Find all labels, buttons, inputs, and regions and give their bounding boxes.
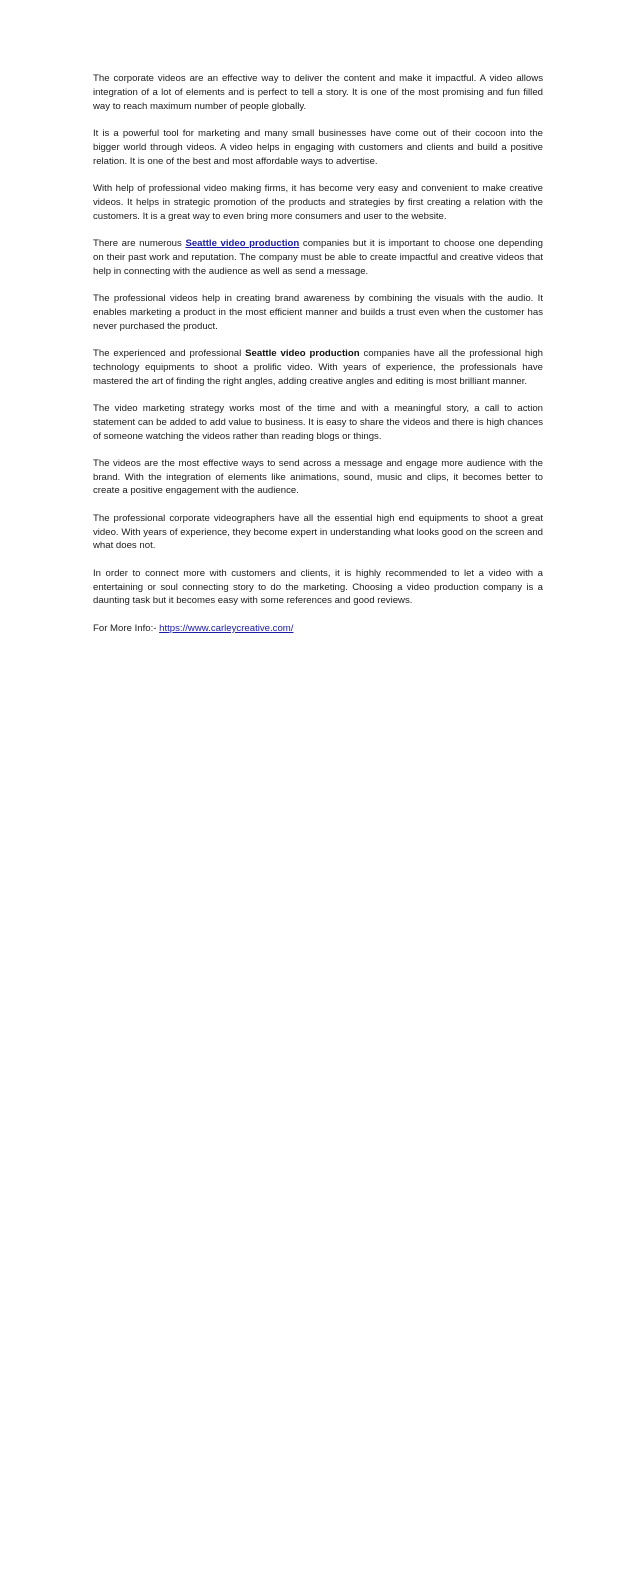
seattle-video-production-link[interactable]: Seattle video production	[185, 237, 300, 249]
paragraph-4-text-before: There are numerous	[93, 237, 186, 249]
paragraph-6	[93, 347, 543, 388]
more-info-line	[93, 622, 543, 636]
paragraph-2: It is a powerful tool for marketing and many small businesses have come out of their cocoon into the bigger world through videos. A video helps in engaging with customers and clients and build a positive relation. It is one of the best and most affordable ways to advertise.	[93, 127, 543, 167]
paragraph-10: In order to connect more with customers and clients, it is highly recommended to let a video with a entertaining or soul connecting story to do the marketing. Choosing a video production company is a daunting task but it becomes easy with some references and good reviews.	[93, 567, 543, 607]
paragraph-6-text-after: companies have all the professional high technology equipments to shoot a prolific video. With years of experience, the professionals have mastered the art of finding the right angles, adding creative angles and editing is most brilliant manner.	[93, 347, 543, 387]
website-link[interactable]: https://www.carleycreative.com/	[159, 622, 294, 634]
paragraph-7: The video marketing strategy works most of the time and with a meaningful story, a call to action statement can be added to add value to business. It is easy to share the videos and there is high chances of someone watching the videos rather than reading blogs or things.	[93, 402, 543, 442]
document-body	[93, 72, 543, 649]
paragraph-5: The professional videos help in creating brand awareness by combining the visuals with the audio. It enables marketing a product in the most efficient manner and builds a trust even when the customer has never purchased the product.	[93, 292, 543, 332]
paragraph-3: With help of professional video making firms, it has become very easy and convenient to make creative videos. It helps in strategic promotion of the products and strategies by first creating a relation with the customers. It is a great way to even bring more consumers and user to the website.	[93, 182, 543, 222]
paragraph-9: The professional corporate videographers have all the essential high end equipments to shoot a great video. With years of experience, they become expert in understanding what looks good on the screen and what does not.	[93, 512, 543, 552]
paragraph-1: The corporate videos are an effective way to deliver the content and make it impactful. A video allows integration of a lot of elements and is perfect to tell a story. It is one of the most promising and fun filled way to reach maximum number of people globally.	[93, 73, 543, 112]
seattle-video-production-bold: Seattle video production	[245, 347, 360, 359]
paragraph-8: The videos are the most effective ways to send across a message and engage more audience with the brand. With the integration of elements like animations, sound, music and clips, it becomes better to create a positive engagement with the audience.	[93, 457, 543, 497]
paragraph-4-text-after: companies but it is important to choose one depending on their past work and reputation. The company must be able to create impactful and creative videos that help in connecting with the audience as well as send a message.	[93, 237, 543, 277]
more-info-label: For More Info:-	[93, 622, 160, 634]
paragraph-4	[93, 237, 543, 278]
paragraph-6-text-before: The experienced and professional	[93, 347, 246, 359]
